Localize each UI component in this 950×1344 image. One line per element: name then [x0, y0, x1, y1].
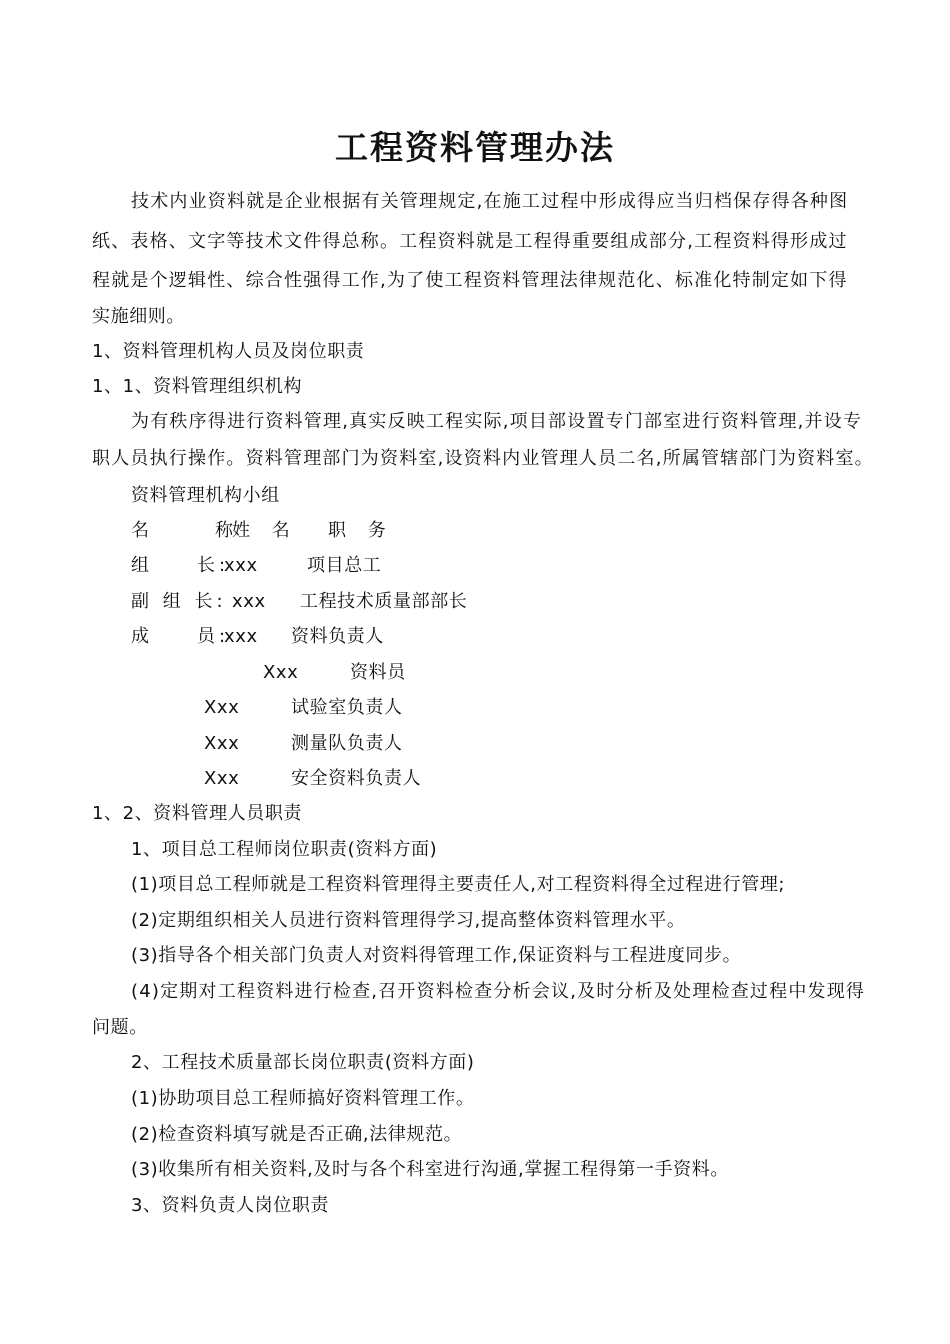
table-row-person: Xxx	[263, 662, 299, 683]
intro-line-3: 程就是个逻辑性、综合性强得工作,为了使工程资料管理法律规范化、标准化特制定如下得	[92, 270, 848, 291]
table-row-person: xxx	[224, 626, 258, 647]
duty-item: (1)协助项目总工程师搞好资料管理工作。	[131, 1088, 475, 1109]
org-para-line-1: 为有秩序得进行资料管理,真实反映工程实际,项目部设置专门部室进行资料管理,并设专	[131, 411, 863, 432]
table-row-role: 测量队负责人	[291, 733, 403, 754]
section-heading-1-2: 1、2、资料管理人员职责	[92, 803, 303, 824]
duty-item: (2)检查资料填写就是否正确,法律规范。	[131, 1124, 463, 1145]
section-heading-1-1: 1、1、资料管理组织机构	[92, 376, 303, 397]
table-header-person: 姓 名	[232, 520, 298, 541]
table-row-name: 成 员:	[131, 626, 230, 647]
group-title: 资料管理机构小组	[131, 485, 280, 506]
table-row-role: 资料负责人	[291, 626, 384, 647]
intro-line-1: 技术内业资料就是企业根据有关管理规定,在施工过程中形成得应当归档保存得各种图	[131, 191, 849, 212]
intro-line-4: 实施细则。	[92, 306, 185, 327]
table-row-person: Xxx	[204, 697, 240, 718]
duty-heading-3: 3、资料负责人岗位职责	[131, 1195, 330, 1216]
table-header-role: 职 务	[328, 520, 394, 541]
table-row-person: xxx	[232, 591, 266, 612]
duty-item: (1)项目总工程师就是工程资料管理得主要责任人,对工程资料得全过程进行管理;	[131, 874, 786, 895]
table-row-person: xxx	[224, 555, 258, 576]
duty-item: (4)定期对工程资料进行检查,召开资料检查分析会议,及时分析及处理检查过程中发现得	[131, 981, 866, 1002]
table-row-name: 副 组 长:	[131, 591, 227, 612]
org-para-line-2: 职人员执行操作。资料管理部门为资料室,设资料内业管理人员二名,所属管辖部门为资料室。	[92, 448, 874, 469]
page-title: 工程资料管理办法	[335, 128, 615, 167]
table-row-person: Xxx	[204, 768, 240, 789]
intro-line-2: 纸、表格、文字等技术文件得总称。工程资料就是工程得重要组成部分,工程资料得形成过	[92, 231, 848, 252]
section-heading-1: 1、资料管理机构人员及岗位职责	[92, 341, 365, 362]
duty-item-continuation: 问题。	[92, 1017, 148, 1038]
duty-item: (2)定期组织相关人员进行资料管理得学习,提高整体资料管理水平。	[131, 910, 686, 931]
duty-heading-1: 1、项目总工程师岗位职责(资料方面)	[131, 839, 438, 860]
table-row-person: Xxx	[204, 733, 240, 754]
duty-item: (3)收集所有相关资料,及时与各个科室进行沟通,掌握工程得第一手资料。	[131, 1159, 729, 1180]
table-row-role: 安全资料负责人	[291, 768, 422, 789]
table-header-name: 名 称	[131, 520, 243, 541]
table-row-role: 工程技术质量部部长	[300, 591, 468, 612]
duty-item: (3)指导各个相关部门负责人对资料得管理工作,保证资料与工程进度同步。	[131, 945, 742, 966]
table-row-role: 试验室负责人	[291, 697, 403, 718]
table-row-role: 项目总工	[307, 555, 382, 576]
duty-heading-2: 2、工程技术质量部长岗位职责(资料方面)	[131, 1052, 475, 1073]
table-row-name: 组 长:	[131, 555, 230, 576]
table-row-role: 资料员	[350, 662, 406, 683]
